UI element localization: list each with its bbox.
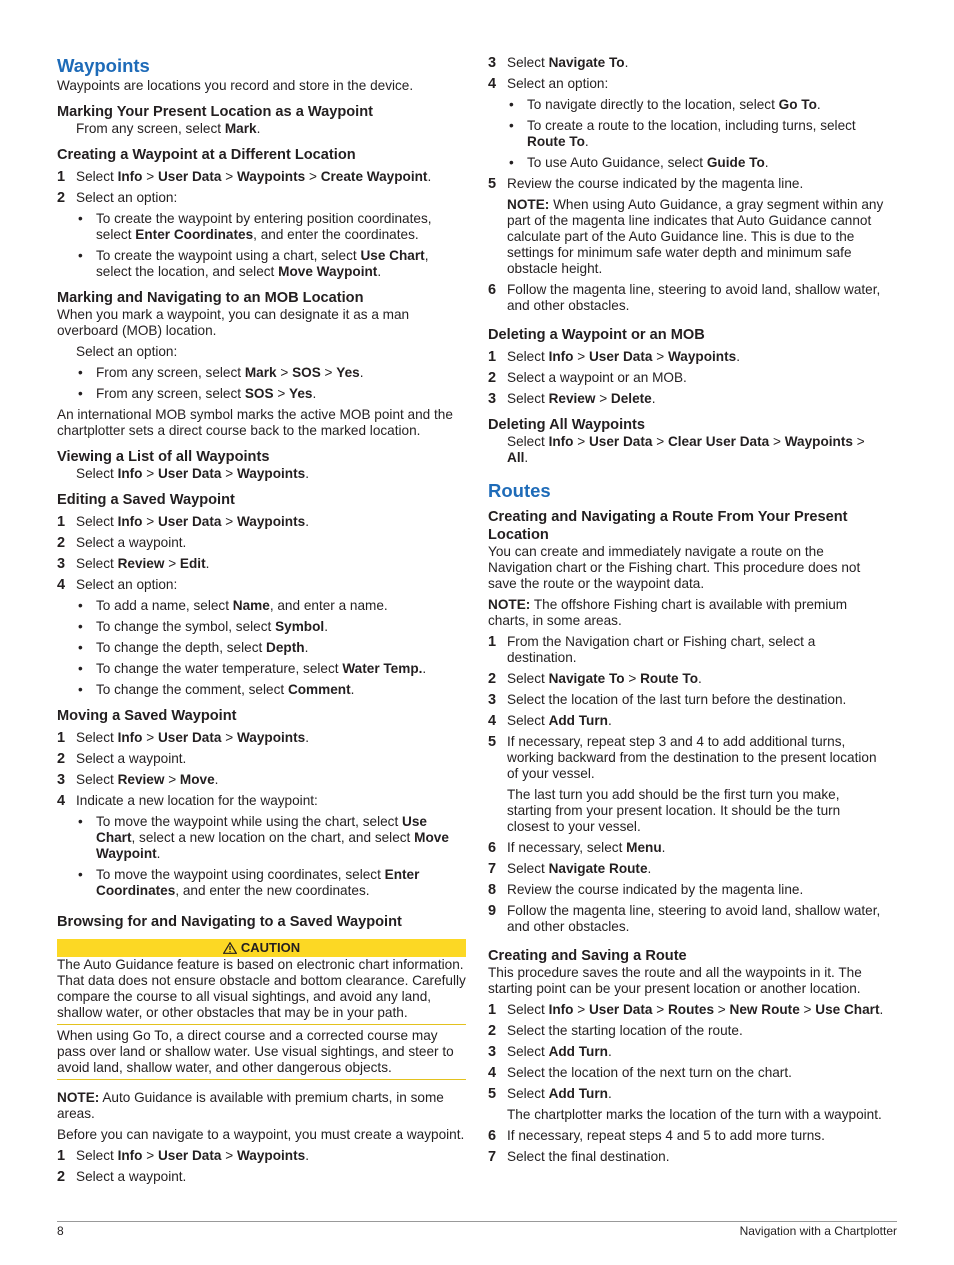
browse-continued: [488, 55, 886, 314]
bullet-item: • From any screen, select Mark > SOS > Yes.: [78, 365, 364, 380]
bullet-item: • From any screen, select SOS > Yes.: [78, 386, 317, 401]
page-number: 8: [57, 1224, 64, 1238]
heading-moving: Moving a Saved Waypoint: [57, 708, 237, 724]
section-title-routes: Routes: [488, 480, 551, 501]
browsing-before: Before you can navigate to a waypoint, you must create a waypoint.: [57, 1127, 465, 1142]
deleting-section: [488, 326, 886, 407]
mob-outro: An international MOB symbol marks the active MOB point and the chartplotter sets a direct course back to the marked location.: [57, 407, 453, 438]
caution-text-2: When using Go To, a direct course and a corrected course may pass over land or shallow water. Use visual sightings, and steer to avoid land, shallow water, and other dangerous objects.: [57, 1028, 466, 1080]
caution-text-1: The Auto Guidance feature is based on electronic chart information. That data does not ensure obstacle and bottom clearance. Carefully compare the course to all visual sightings, and avoid any land, shallow water, or other obstacles that may be in your path.: [57, 957, 466, 1025]
step-item: 2 Select the starting location of the route.: [488, 1023, 743, 1039]
create-nav-route-section: [488, 508, 886, 935]
step-item: 3 Select Navigate To.: [488, 55, 629, 71]
step-item: 3 Select Add Turn.: [488, 1044, 612, 1060]
step-item: 2 Select Navigate To > Route To.: [488, 671, 702, 687]
left-column: [57, 55, 466, 1194]
warning-triangle-icon: [223, 942, 237, 954]
step-item: 5 If necessary, repeat step 3 and 4 to add additional turns, working backward from the destination to the present location of your vessel.: [488, 734, 877, 781]
delete-all-text: Select Info > User Data > Clear User Data > Waypoints > All.: [507, 434, 865, 465]
moving-section: [57, 707, 466, 899]
heading-deleting: Deleting a Waypoint or an MOB: [488, 327, 705, 343]
step-item: 6 If necessary, select Menu.: [488, 840, 666, 856]
bullet-item: • To change the comment, select Comment.: [78, 682, 355, 697]
footer-section-title: Navigation with a Chartplotter: [739, 1224, 897, 1238]
step-item: 9 Follow the magenta line, steering to avoid land, shallow water, and other obstacles.: [488, 903, 881, 934]
step-item: 4 Select an option:: [57, 577, 178, 593]
mark-present-text: From any screen, select Mark.: [76, 121, 261, 136]
step-item: 5 Select Add Turn.: [488, 1086, 612, 1102]
browse-note: NOTE: When using Auto Guidance, a gray segment within any part of the magenta line indicates that Auto Guidance cannot calculate part of the Auto Guidance line. This is due to the settings for minimum safe water depth and minimum safe obstacle height.: [507, 197, 884, 276]
bullet-item: • To change the symbol, select Symbol.: [78, 619, 328, 634]
heading-delete-all: Deleting All Waypoints: [488, 417, 646, 433]
routes-title-wrap: [488, 480, 886, 502]
step-item: 1 Select Info > User Data > Waypoints > Create Waypoint.: [57, 169, 432, 185]
viewing-text: Select Info > User Data > Waypoints.: [76, 466, 309, 481]
browsing-note: NOTE: Auto Guidance is available with premium charts, in some areas.: [57, 1090, 444, 1121]
right-column: [488, 55, 886, 1174]
bullet-item: • To create the waypoint by entering position coordinates, select Enter Coordinates, and enter the coordinates.: [78, 211, 432, 242]
editing-section: [57, 491, 466, 698]
create-save-route-section: [488, 947, 886, 1165]
browsing-section: [57, 913, 466, 1185]
step-item: 6 Follow the magenta line, steering to avoid land, shallow water, and other obstacles.: [488, 282, 881, 313]
step-item: 7 Select the final destination.: [488, 1149, 670, 1165]
step-item: 8 Review the course indicated by the magenta line.: [488, 882, 804, 898]
bullet-item: • To add a name, select Name, and enter a name.: [78, 598, 388, 613]
step-item: 2 Select a waypoint or an MOB.: [488, 370, 687, 386]
heading-browsing: Browsing for and Navigating to a Saved Waypoint: [57, 914, 402, 930]
heading-create-nav-route: Creating and Navigating a Route From Your Present Location: [488, 509, 848, 543]
step-item: 1 From the Navigation chart or Fishing chart, select a destination.: [488, 634, 816, 665]
step-item: 5 Review the course indicated by the magenta line.: [488, 176, 804, 192]
step-subtext: The chartplotter marks the location of the turn with a waypoint.: [507, 1107, 882, 1122]
heading-viewing: Viewing a List of all Waypoints: [57, 449, 270, 465]
create-nav-route-note: NOTE: The offshore Fishing chart is available with premium charts, in some areas.: [488, 597, 848, 628]
step-subtext: The last turn you add should be the first turn you make, starting from your present location. It should be the turn closest to your vessel.: [507, 787, 841, 834]
bullet-item: • To move the waypoint using coordinates, select Enter Coordinates, and enter the new coordinates.: [78, 867, 420, 898]
step-item: 4 Select an option:: [488, 76, 609, 92]
step-item: 2 Select a waypoint.: [57, 535, 187, 551]
bullet-item: • To move the waypoint while using the chart, select Use Chart, select a new location on the chart, and select Move Waypoint.: [78, 814, 449, 861]
step-item: 3 Select Review > Delete.: [488, 391, 656, 407]
heading-create-diff: Creating a Waypoint at a Different Location: [57, 147, 356, 163]
step-item: 4 Indicate a new location for the waypoint:: [57, 793, 318, 809]
section-title-waypoints: Waypoints: [57, 55, 150, 76]
step-item: 1 Select Info > User Data > Waypoints.: [57, 1148, 309, 1164]
step-item: 2 Select a waypoint.: [57, 1169, 187, 1185]
bullet-item: • To navigate directly to the location, select Go To.: [509, 97, 821, 112]
mob-intro: When you mark a waypoint, you can designate it as a man overboard (MOB) location.: [57, 307, 410, 338]
bullet-item: • To create a route to the location, including turns, select Route To.: [509, 118, 856, 149]
step-item: 4 Select Add Turn.: [488, 713, 612, 729]
step-item: 2 Select a waypoint.: [57, 751, 187, 767]
delete-all-section: [488, 416, 886, 466]
bullet-item: • To create the waypoint using a chart, select Use Chart, select the location, and select Move Waypoint.: [78, 248, 429, 279]
step-item: 1 Select Info > User Data > Waypoints.: [488, 349, 740, 365]
waypoints-section: [57, 55, 466, 94]
step-item: 3 Select Review > Edit.: [57, 556, 210, 572]
footer-divider: [57, 1221, 897, 1222]
waypoints-intro: Waypoints are locations you record and store in the device.: [57, 78, 414, 93]
create-diff-section: [57, 146, 466, 280]
heading-editing: Editing a Saved Waypoint: [57, 492, 235, 508]
bullet-item: • To use Auto Guidance, select Guide To.: [509, 155, 769, 170]
step-item: 1 Select Info > User Data > Routes > New Route > Use Chart.: [488, 1002, 884, 1018]
step-item: 4 Select the location of the next turn on the chart.: [488, 1065, 792, 1081]
viewing-section: [57, 448, 466, 482]
heading-create-save-route: Creating and Saving a Route: [488, 948, 687, 964]
mark-present-section: [57, 103, 466, 137]
create-nav-route-intro: You can create and immediately navigate a route on the Navigation chart or the Fishing chart. This procedure does not save the route or the waypoint data.: [488, 544, 861, 591]
create-save-route-intro: This procedure saves the route and all the waypoints in it. The starting point can be your present location or another location.: [488, 965, 862, 996]
heading-mark-present: Marking Your Present Location as a Waypoint: [57, 104, 373, 120]
step-item: 1 Select Info > User Data > Waypoints.: [57, 514, 309, 530]
step-item: 1 Select Info > User Data > Waypoints.: [57, 730, 309, 746]
mob-section: [57, 289, 466, 439]
bullet-item: • To change the water temperature, select Water Temp..: [78, 661, 427, 676]
step-item: 7 Select Navigate Route.: [488, 861, 652, 877]
step-item: 3 Select the location of the last turn before the destination.: [488, 692, 847, 708]
bullet-item: • To change the depth, select Depth.: [78, 640, 309, 655]
heading-mob: Marking and Navigating to an MOB Location: [57, 290, 364, 306]
mob-select: Select an option:: [76, 344, 178, 359]
step-item: 3 Select Review > Move.: [57, 772, 219, 788]
step-item: 2 Select an option:: [57, 190, 178, 206]
caution-banner: [57, 939, 466, 957]
caution-label: CAUTION: [240, 940, 301, 955]
step-item: 6 If necessary, repeat steps 4 and 5 to add more turns.: [488, 1128, 825, 1144]
